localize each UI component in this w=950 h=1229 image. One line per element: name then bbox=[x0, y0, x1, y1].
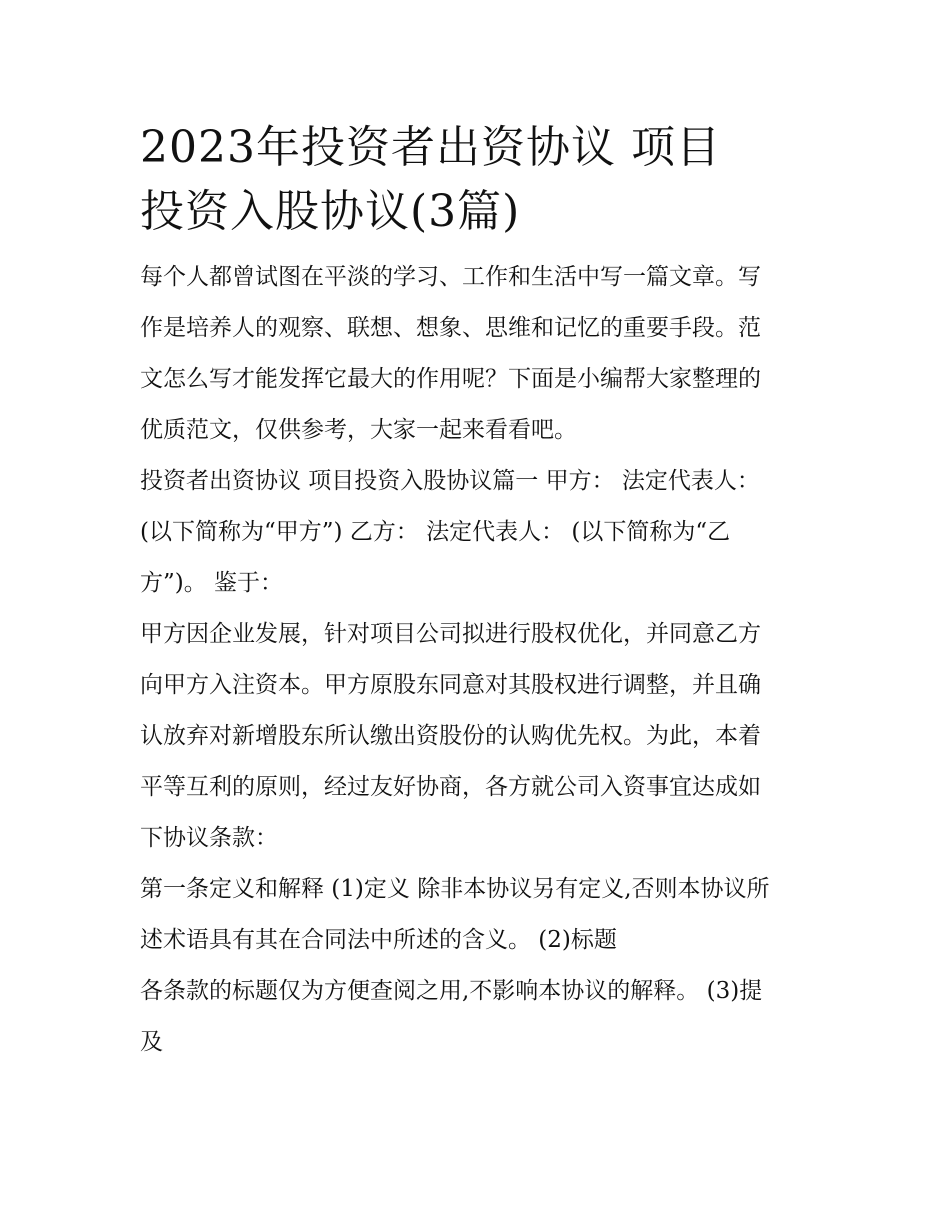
headings-paragraph bbox=[140, 966, 812, 1068]
document-title bbox=[140, 116, 812, 244]
text-line: 下协议条款： bbox=[140, 825, 278, 851]
definitions-paragraph bbox=[140, 864, 812, 966]
text-line: 平等互利的原则，经过友好协商，各方就公司入资事宜达成如 bbox=[140, 774, 761, 800]
text-line: 作是培养人的观察、联想、想象、思维和记忆的重要手段。范 bbox=[140, 315, 761, 341]
parties-paragraph bbox=[140, 456, 812, 609]
text-line: 方”)。 鉴于： bbox=[140, 570, 284, 596]
title-line-1: 2023年投资者出资协议 项目 bbox=[140, 122, 721, 173]
text-line: 第一条定义和解释 (1)定义 除非本协议另有定义,否则本协议所 bbox=[140, 876, 770, 902]
text-line: 认放弃对新增股东所认缴出资股份的认购优先权。为此，本着 bbox=[140, 723, 761, 749]
document-body bbox=[140, 116, 812, 1068]
text-line: (以下简称为“甲方”) 乙方： 法定代表人： (以下简称为“乙 bbox=[140, 519, 731, 545]
title-line-2: 投资入股协议(3篇) bbox=[140, 186, 521, 237]
background-paragraph bbox=[140, 609, 812, 864]
text-line: 向甲方入注资本。甲方原股东同意对其股权进行调整，并且确 bbox=[140, 672, 761, 698]
intro-paragraph bbox=[140, 252, 812, 456]
text-line: 文怎么写才能发挥它最大的作用呢？下面是小编帮大家整理的 bbox=[140, 366, 761, 392]
text-line: 述术语具有其在合同法中所述的含义。 (2)标题 bbox=[140, 927, 617, 953]
text-line: 各条款的标题仅为方便查阅之用,不影响本协议的解释。 (3)提 bbox=[140, 978, 763, 1004]
text-line: 甲方因企业发展，针对项目公司拟进行股权优化，并同意乙方 bbox=[140, 621, 761, 647]
text-line: 每个人都曾试图在平淡的学习、工作和生活中写一篇文章。写 bbox=[140, 264, 761, 290]
text-line: 及 bbox=[140, 1029, 163, 1055]
text-line: 投资者出资协议 项目投资入股协议篇一 甲方： 法定代表人： bbox=[140, 468, 760, 494]
text-line: 优质范文，仅供参考，大家一起来看看吧。 bbox=[140, 417, 577, 443]
